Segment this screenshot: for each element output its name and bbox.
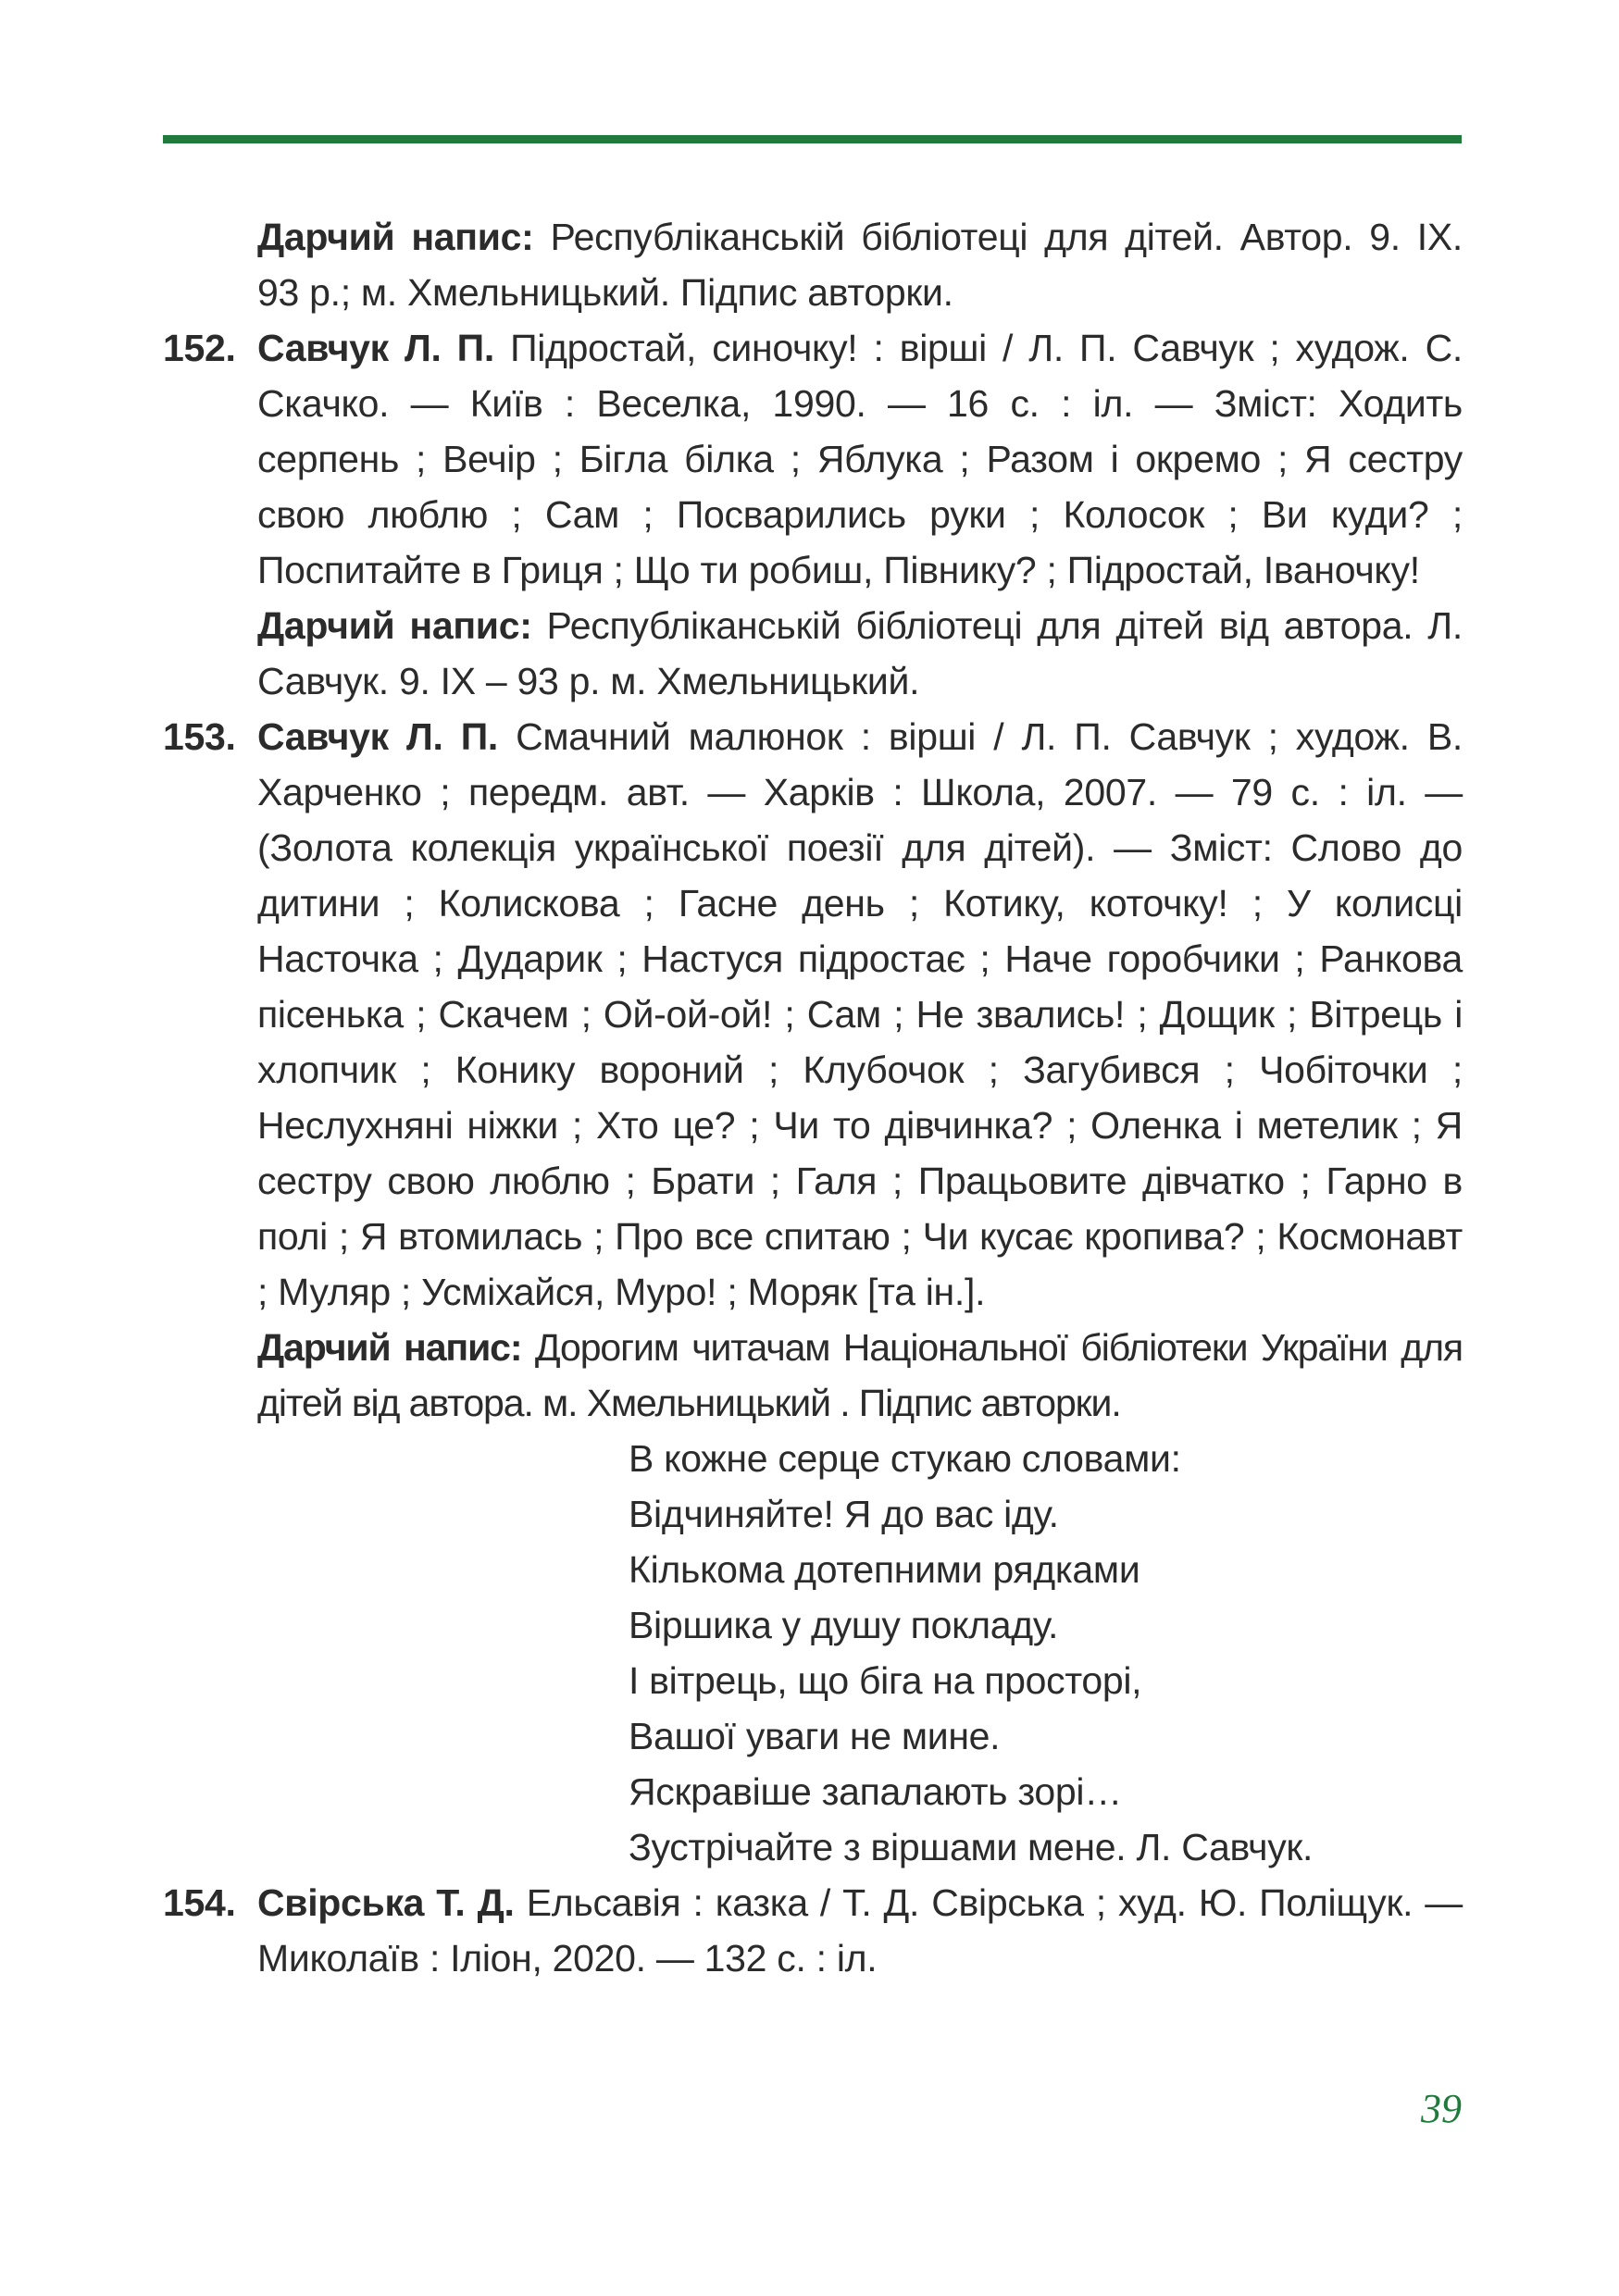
poem-line: Вашої уваги не мине.: [629, 1715, 1001, 1757]
poem-line: Зустрічайте з віршами мене. Л. Савчук.: [629, 1826, 1314, 1868]
poem-line: В кожне серце стукаю словами:: [629, 1437, 1181, 1480]
entry-153: [163, 709, 1463, 1875]
poem: [257, 1431, 1463, 1875]
inscription-label: Дарчий напис:: [257, 604, 532, 647]
entry-152: [163, 320, 1463, 709]
inscription-text: Дорогим читачам Національної бібліотеки України для дітей від автора. м. Хмельницький . Підпис авторки.: [257, 1326, 1463, 1424]
poem-line: Віршика у душу покладу.: [629, 1604, 1059, 1646]
entry-author: Свірська Т. Д.: [257, 1881, 515, 1924]
entry-number: 152.: [163, 327, 236, 369]
inscription-text: Республіканській бібліотеці для дітей. Автор. 9. IX. 93 р.; м. Хмельницький. Підпис авторки.: [257, 216, 1463, 314]
header-rule: [163, 135, 1462, 143]
bibliography-body: [163, 209, 1463, 1986]
poem-line: Яскравіше запалають зорі…: [629, 1770, 1122, 1813]
inscription-text: Республіканській бібліотеці для дітей від автора. Л. Савчук. 9. IX – 93 р. м. Хмельницький.: [257, 604, 1463, 702]
entry-text: Смачний малюнок : вірші / Л. П. Савчук ; худож. В. Харченко ; передм. авт. — Харків : Школа, 2007. — 79 с. : іл. — (Золота колекція української поезії для дітей). — Зміст: Слово до дитини ; Колискова ; Гасне день ; Котику, коточку! ; У колисці Насточка ; Дударик ; Настуся підростає ; Наче горобчики ; Ранкова пісенька ; Скачем ; Ой-ой-ой! ; Сам ; Не звались! ; Дощик ; Вітрець і хлопчик ; Конику вороний ; Клубочок ; Загубився ; Чобіточки ; Неслухняні ніжки ; Хто це? ; Чи то дівчинка? ; Оленка і метелик ; Я сестру свою люблю ; Брати ; Галя ; Працьовите дівчатко ; Гарно в полі ; Я втомилась ; Про все спитаю ; Чи кусає кропива? ; Космонавт ; Муляр ; Усміхайся, Муро! ; Моряк [та ін.].: [257, 715, 1463, 1313]
entry-154: [163, 1875, 1463, 1986]
entry-number: 154.: [163, 1881, 236, 1924]
entry-text: Ельсавія : казка / Т. Д. Свірська ; худ. Ю. Поліщук. — Миколаїв : Іліон, 2020. — 132 с. : іл.: [257, 1881, 1463, 1980]
entry-description: [257, 320, 1463, 598]
inscription-paragraph: [163, 209, 1463, 320]
page-number: 39: [1421, 2086, 1462, 2131]
entry-description: [257, 709, 1463, 1320]
inscription-paragraph: [257, 1320, 1463, 1431]
entry-author: Савчук Л. П.: [257, 715, 498, 758]
poem-line: Кількома дотепними рядками: [629, 1548, 1140, 1591]
inscription-label: Дарчий напис:: [257, 216, 534, 258]
entry-number: 153.: [163, 715, 236, 758]
inscription-paragraph: [257, 598, 1463, 709]
inscription-label: Дарчий напис:: [257, 1326, 522, 1369]
entry-text: Підростай, синочку! : вірші / Л. П. Савчук ; худож. С. Скачко. — Київ : Веселка, 1990. — 16 с. : іл. — Зміст: Ходить серпень ; Вечір ; Бігла білка ; Яблука ; Разом і окремо ; Я сестру свою люблю ; Сам ; Посварились руки ; Колосок ; Ви куди? ; Поспитайте в Гриця ; Що ти робиш, Півнику? ; Підростай, Іваночку!: [257, 327, 1463, 591]
entry-author: Савчук Л. П.: [257, 327, 494, 369]
entry-description: [257, 1875, 1463, 1986]
poem-line: Відчиняйте! Я до вас іду.: [629, 1493, 1059, 1535]
poem-line: І вітрець, що біга на просторі,: [629, 1659, 1142, 1702]
